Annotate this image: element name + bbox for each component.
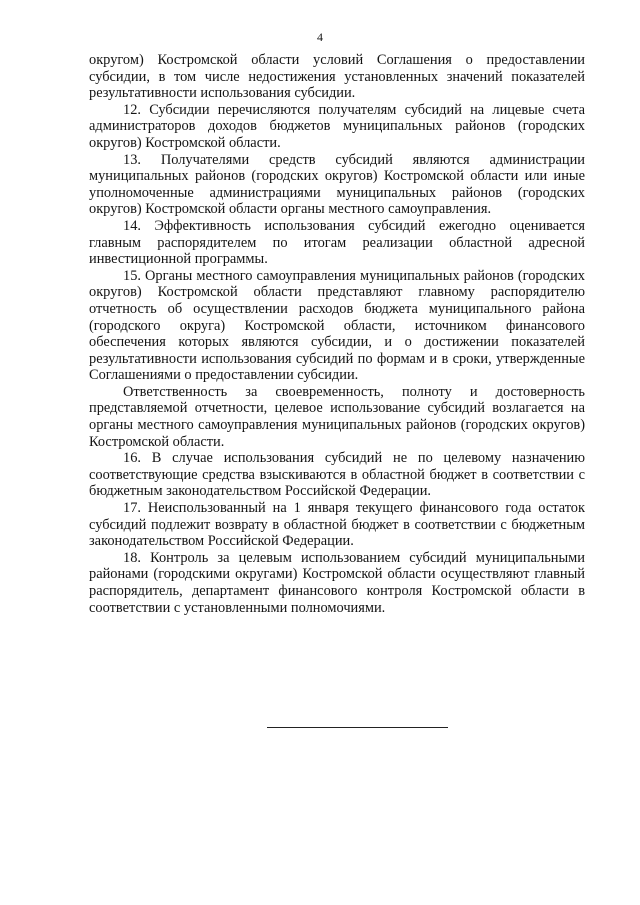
paragraph-12: 12. Субсидии перечисляются получателям субсидий на лицевые счета администраторов доходов бюджетов муниципальных районов (городских округов) Костромской области. <box>89 101 585 151</box>
paragraph-responsibility: Ответственность за своевременность, полноту и достоверность представляемой отчетности, целевое использование субсидий возлагается на органы местного самоуправления муниципальных районов (городских округов) Костромской области. <box>89 383 585 450</box>
paragraph-14: 14. Эффективность использования субсидий ежегодно оценивается главным распорядителем по итогам реализации областной адресной инвестиционной программы. <box>89 217 585 268</box>
end-rule <box>267 727 448 728</box>
paragraph-15: 15. Органы местного самоуправления муниципальных районов (городских округов) Костромской области представляют главному распорядителю отчетность об осуществлении расходов бюджета муниципального района (городского округа) Костромской области, источником финансового обеспечения которых являются субсидии, и о достижении показателей результативности использования субсидий по формам и в сроки, утвержденные Соглашениями о предоставлении субсидии. <box>89 267 585 384</box>
paragraph-17: 17. Неиспользованный на 1 января текущего финансового года остаток субсидий подлежит возврату в областной бюджет в соответствии с бюджетным законодательством Российской Федерации. <box>89 500 585 550</box>
paragraph-13: 13. Получателями средств субсидий являются администрации муниципальных районов (городских округов) Костромской области или иные уполномоченные администрациями муниципальных районов (городских округов) Костромской области органы местного самоуправления. <box>89 151 585 218</box>
document-body <box>89 52 585 616</box>
paragraph-16: 16. В случае использования субсидий не по целевому назначению соответствующие средства взыскиваются в областной бюджет в соответствии с бюджетным законодательством Российской Федерации. <box>89 450 585 500</box>
paragraph-18: 18. Контроль за целевым использованием субсидий муниципальными районами (городскими округами) Костромской области осуществляют главный распорядитель, департамент финансового контроля Костромской области в соответствии с установленными полномочиями. <box>89 549 585 616</box>
page-number: 4 <box>317 30 323 44</box>
paragraph-continuation: округом) Костромской области условий Соглашения о предоставлении субсидии, в том числе недостижения установленных значений показателей результативности использования субсидии. <box>89 52 585 102</box>
